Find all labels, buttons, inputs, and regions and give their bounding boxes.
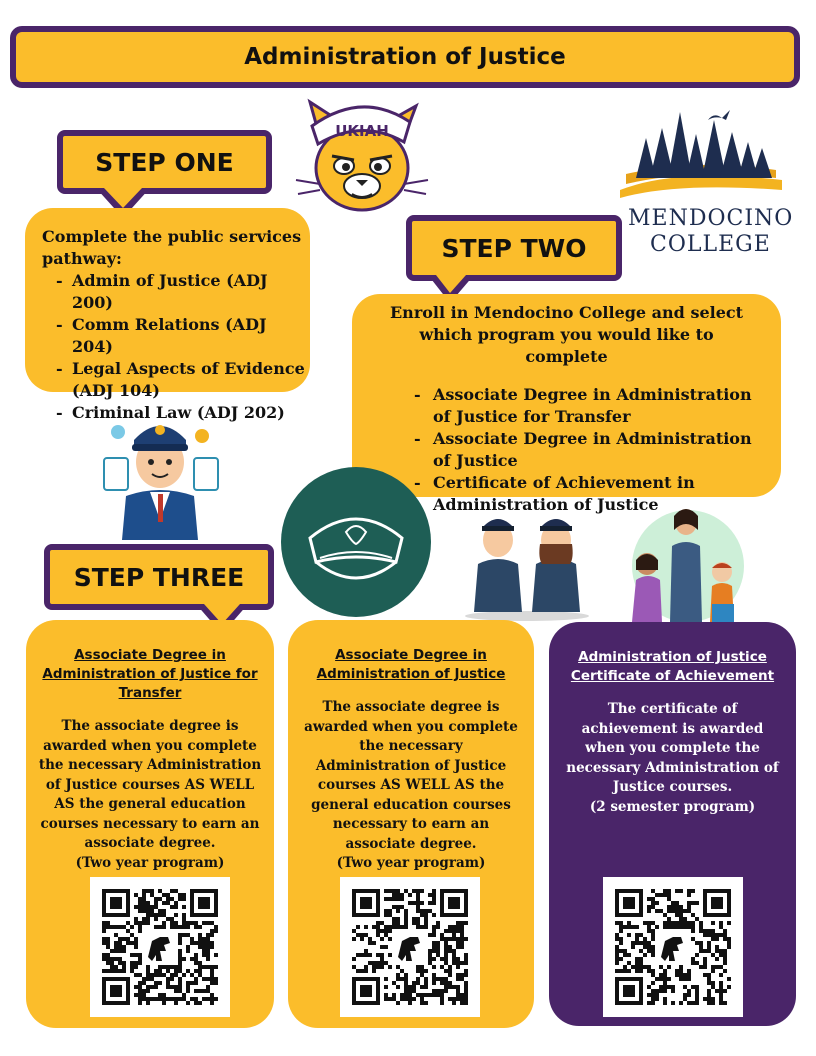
card-duration: (Two year program) xyxy=(75,854,225,871)
college-name-line2: COLLEGE xyxy=(650,232,771,257)
wildcat-mascot-icon xyxy=(292,96,432,224)
qr-code-icon xyxy=(90,877,230,1017)
card-title[interactable]: Associate Degree in Administration of Justice for Transfer xyxy=(42,647,258,701)
card-body xyxy=(38,717,262,873)
title-banner xyxy=(10,26,800,88)
card-duration: (Two year program) xyxy=(336,855,486,871)
step-one-intro: Complete the public services pathway: xyxy=(42,227,302,268)
step-one-callout xyxy=(57,130,272,194)
qr-code-icon xyxy=(340,877,480,1017)
course-item: - Comm Relations (ADJ 204) xyxy=(42,314,310,358)
mendocino-college-logo-icon xyxy=(616,98,786,206)
card-description: The associate degree is awarded when you complete the necessary Administration of Justice courses AS WELL AS the general education courses necessary to earn an associate degree. xyxy=(304,699,518,852)
card-description: The certificate of achievement is awarded when you complete the necessary Administration of Justice courses. xyxy=(566,701,779,795)
police-cap-icon xyxy=(280,466,432,618)
page-title: Administration of Justice xyxy=(244,44,566,70)
course-item: - Criminal Law (ADJ 202) xyxy=(42,402,310,424)
program-item: - Associate Degree in Administration of Justice for Transfer xyxy=(401,384,767,428)
card-body xyxy=(300,698,522,874)
mascot-hat-text: UKIAH xyxy=(335,122,389,140)
step-one-label: STEP ONE xyxy=(95,147,234,177)
qr-code-certificate[interactable] xyxy=(603,877,743,1017)
program-item: - Associate Degree in Administration of Justice xyxy=(401,428,767,472)
program-item: - Certificate of Achievement in Administration of Justice xyxy=(401,472,767,516)
card-description: The associate degree is awarded when you complete the necessary Administration of Justice courses AS WELL AS the general education courses necessary to earn an associate degree. xyxy=(38,718,262,851)
step-three-label: STEP THREE xyxy=(73,562,245,592)
step-two-intro: Enroll in Mendocino College and select which program you would like to complete xyxy=(389,303,744,366)
police-officer-icon xyxy=(98,400,222,540)
card-body xyxy=(561,700,784,817)
college-name-line1: MENDOCINO xyxy=(628,206,794,231)
course-item: - Legal Aspects of Evidence (ADJ 104) xyxy=(42,358,310,402)
card-title[interactable]: Administration of Justice Certificate of Achievement xyxy=(570,649,775,684)
step-three-callout xyxy=(44,544,274,610)
step-two-label: STEP TWO xyxy=(441,233,587,263)
course-item: - Admin of Justice (ADJ 200) xyxy=(42,270,310,314)
card-title[interactable]: Associate Degree in Administration of Justice xyxy=(316,647,506,682)
two-officers-icon xyxy=(462,504,592,622)
step-one-panel xyxy=(25,208,310,422)
officer-with-children-icon xyxy=(618,500,744,624)
step-two-callout xyxy=(406,215,622,281)
qr-code-associate[interactable] xyxy=(340,877,480,1017)
qr-code-icon xyxy=(603,877,743,1017)
qr-code-transfer[interactable] xyxy=(90,877,230,1017)
card-duration: (2 semester program) xyxy=(589,798,756,815)
